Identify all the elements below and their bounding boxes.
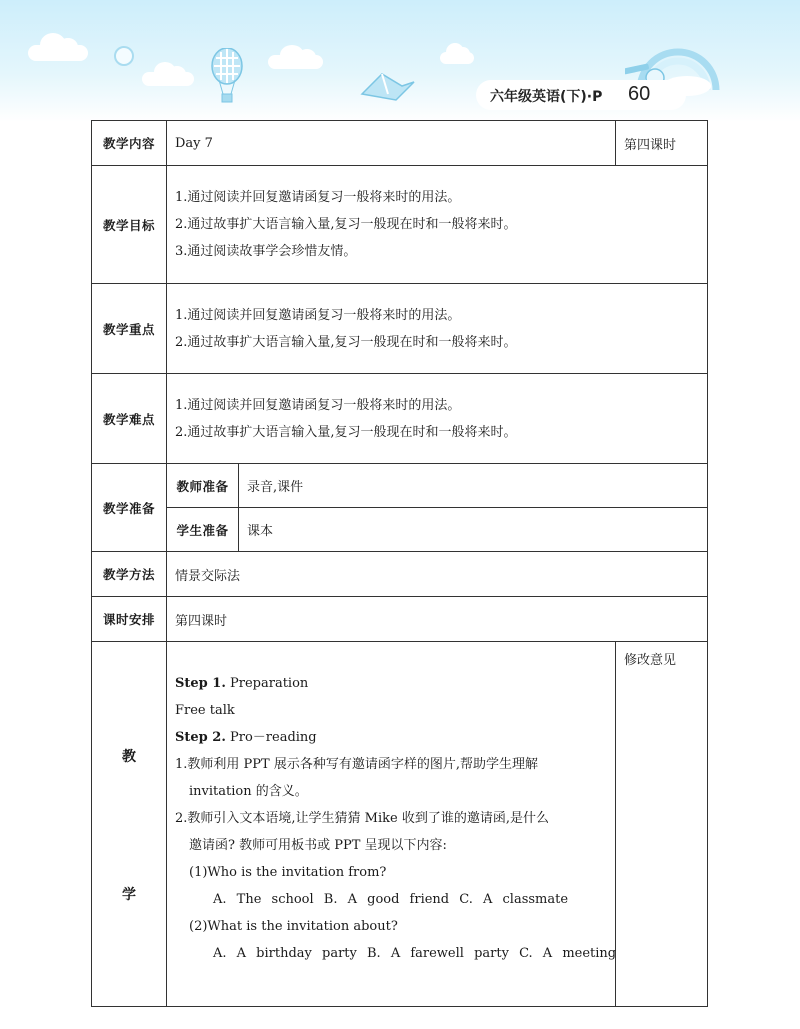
key-point-item: 2.通过故事扩大语言输入量,复习一般现在时和一般将来时。 bbox=[175, 334, 517, 350]
grade-label: 六年级英语(下)·P bbox=[490, 89, 603, 105]
step-number: Step 1. bbox=[175, 676, 226, 691]
step-number: Step 2. bbox=[175, 730, 226, 745]
student-prep-label: 学生准备 bbox=[167, 508, 239, 552]
question-text: (1)Who is the invitation from? bbox=[189, 865, 387, 880]
process-text: 1.教师利用 PPT 展示各种写有邀请函字样的图片,帮助学生理解 bbox=[175, 757, 538, 772]
key-points-label: 教学重点 bbox=[92, 284, 167, 374]
goal-item: 1.通过阅读并回复邀请函复习一般将来时的用法。 bbox=[175, 190, 461, 205]
process-label-char: 学 bbox=[122, 887, 136, 903]
difficulties-label: 教学难点 bbox=[92, 374, 167, 464]
difficulty-item: 1.通过阅读并回复邀请函复习一般将来时的用法。 bbox=[175, 397, 461, 413]
content-value: Day 7 bbox=[167, 121, 616, 166]
teacher-prep-value: 录音,课件 bbox=[239, 464, 708, 508]
table-row bbox=[92, 166, 708, 284]
page-header-banner bbox=[0, 0, 800, 122]
step-heading bbox=[175, 724, 607, 751]
table-row bbox=[92, 642, 708, 1007]
question-options: A. The school B. A good friend C. A classmate bbox=[213, 892, 569, 907]
schedule-value: 第四课时 bbox=[167, 597, 708, 642]
step-heading bbox=[175, 670, 607, 697]
difficulties-cell bbox=[167, 374, 708, 464]
sun-icon bbox=[114, 46, 134, 66]
process-text: invitation 的含义。 bbox=[189, 784, 308, 799]
schedule-label: 课时安排 bbox=[92, 597, 167, 642]
prep-label: 教学准备 bbox=[92, 464, 167, 552]
goal-item: 3.通过阅读故事学会珍惜友情。 bbox=[175, 244, 357, 259]
process-text: 邀请函? 教师可用板书或 PPT 呈现以下内容: bbox=[189, 838, 447, 853]
cloud-decoration bbox=[268, 55, 323, 69]
question-options: A. A birthday party B. A farewell party C. A meeting bbox=[213, 946, 617, 961]
page-tag bbox=[476, 80, 686, 110]
table-row bbox=[92, 374, 708, 464]
table-row bbox=[92, 597, 708, 642]
step-title: Preparation bbox=[230, 676, 309, 691]
difficulty-item: 2.通过故事扩大语言输入量,复习一般现在时和一般将来时。 bbox=[175, 424, 517, 440]
remarks-label: 修改意见 bbox=[616, 642, 708, 1007]
table-row bbox=[92, 508, 708, 552]
table-row bbox=[92, 464, 708, 508]
table-row bbox=[92, 552, 708, 597]
content-label: 教学内容 bbox=[92, 121, 167, 166]
goals-label: 教学目标 bbox=[92, 166, 167, 284]
cloud-decoration bbox=[440, 52, 474, 64]
lesson-plan-table bbox=[91, 120, 708, 1007]
key-point-item: 1.通过阅读并回复邀请函复习一般将来时的用法。 bbox=[175, 307, 461, 323]
table-row bbox=[92, 284, 708, 374]
page-number: 60 bbox=[628, 83, 651, 105]
process-text: 2.教师引入文本语境,让学生猜猜 Mike 收到了谁的邀请函,是什么 bbox=[175, 811, 549, 826]
lesson-label: 第四课时 bbox=[616, 121, 708, 166]
method-label: 教学方法 bbox=[92, 552, 167, 597]
student-prep-value: 课本 bbox=[239, 508, 708, 552]
question-text: (2)What is the invitation about? bbox=[189, 919, 398, 934]
cloud-decoration bbox=[142, 72, 194, 86]
step-title: Pro－reading bbox=[230, 730, 317, 745]
teacher-prep-label: 教师准备 bbox=[167, 464, 239, 508]
goals-cell bbox=[167, 166, 708, 284]
hot-air-balloon-icon bbox=[210, 48, 244, 106]
table-row bbox=[92, 121, 708, 166]
process-cell bbox=[167, 642, 616, 1007]
kite-icon bbox=[360, 72, 416, 102]
cloud-decoration bbox=[28, 45, 88, 61]
process-label-char: 教 bbox=[122, 749, 136, 765]
free-talk-text: Free talk bbox=[175, 703, 235, 718]
key-points-cell bbox=[167, 284, 708, 374]
goal-item: 2.通过故事扩大语言输入量,复习一般现在时和一般将来时。 bbox=[175, 217, 517, 232]
method-value: 情景交际法 bbox=[167, 552, 708, 597]
process-label bbox=[92, 642, 167, 1007]
